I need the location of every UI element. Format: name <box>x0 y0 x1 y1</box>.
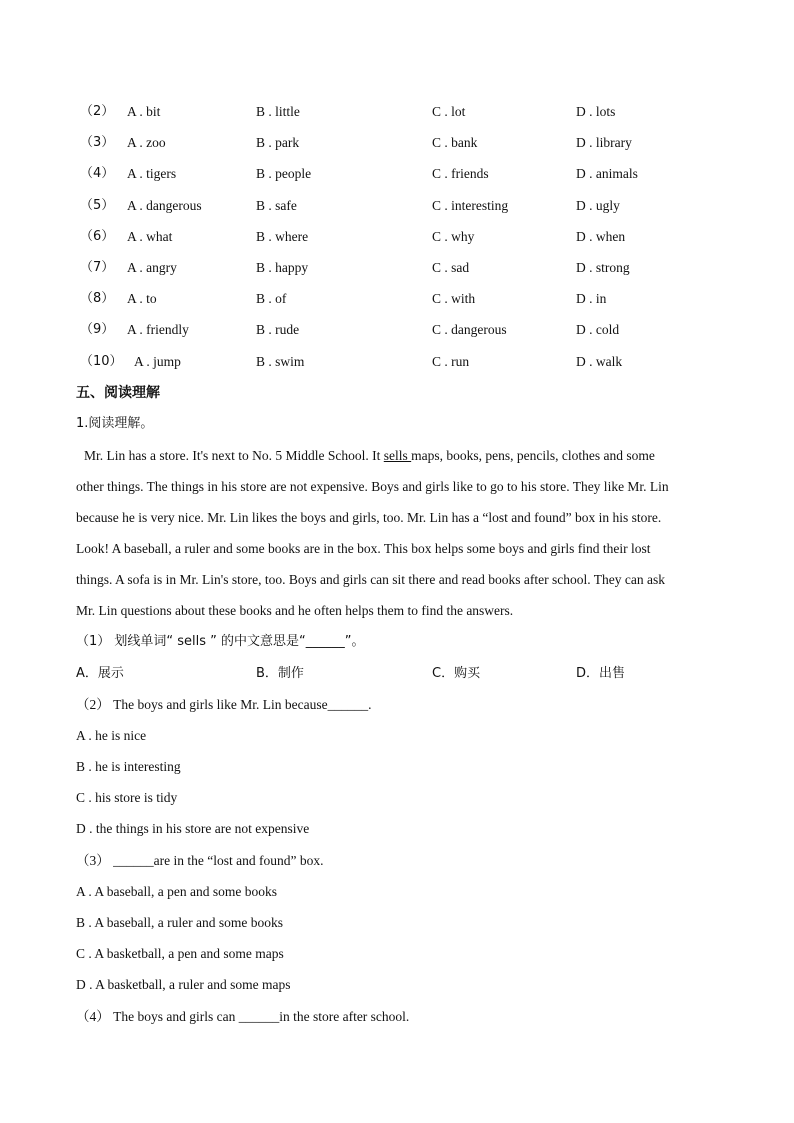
option-d[interactable]: D . when <box>576 228 626 244</box>
option-c[interactable]: C . run <box>432 353 470 369</box>
q2-option-a[interactable]: A . he is nice <box>76 728 147 743</box>
q3-option-d[interactable]: D . A basketball, a ruler and some maps <box>76 977 291 992</box>
cloze-option-row <box>0 103 794 123</box>
option-d[interactable]: D . animals <box>576 166 638 182</box>
question-4-stem: （4） The boys and girls can ______in the store after school. <box>76 1009 410 1024</box>
option-c[interactable]: C . why <box>432 228 475 244</box>
cloze-option-row <box>0 197 794 217</box>
task-label: 1.阅读理解。 <box>76 416 154 431</box>
option-b[interactable]: B . where <box>256 228 309 244</box>
option-c[interactable]: C . lot <box>432 104 466 119</box>
option-b[interactable]: B . swim <box>256 353 305 369</box>
question-2-stem: （2） The boys and girls like Mr. Lin because______. <box>76 697 372 712</box>
q1-option-c[interactable]: C．购买 <box>432 666 481 681</box>
passage-text: Mr. Lin has a store. It's next to No. 5 Middle School. It <box>84 448 384 463</box>
question-3-stem: （3） ______are in the “lost and found” box. <box>76 853 324 868</box>
option-a[interactable]: A . dangerous <box>127 197 202 213</box>
cloze-option-row <box>0 165 794 185</box>
passage-line-2: other things. The things in his store are not expensive. Boys and girls like to go to his store. They like Mr. Lin <box>76 479 669 494</box>
q1-option-b[interactable]: B．制作 <box>256 666 304 681</box>
question-number: （7） <box>80 260 115 275</box>
q3-option-b[interactable]: B . A baseball, a ruler and some books <box>76 915 283 930</box>
option-a[interactable]: A . angry <box>127 260 177 275</box>
option-c[interactable]: C . interesting <box>432 197 509 213</box>
option-a[interactable]: A . friendly <box>127 322 189 338</box>
option-a[interactable]: A . zoo <box>127 135 166 151</box>
cloze-option-row <box>0 259 794 279</box>
question-number: （10） <box>80 353 123 369</box>
cloze-option-row <box>0 134 794 154</box>
option-d[interactable]: D . in <box>576 291 607 307</box>
option-b[interactable]: B . rude <box>256 322 300 338</box>
q3-option-a[interactable]: A . A baseball, a pen and some books <box>76 884 277 899</box>
cloze-option-row <box>0 290 794 310</box>
passage-line-6: Mr. Lin questions about these books and he often helps them to find the answers. <box>76 603 514 618</box>
question-number: （6） <box>80 228 115 244</box>
option-d[interactable]: D . walk <box>576 353 623 369</box>
option-b[interactable]: B . happy <box>256 260 309 275</box>
question-1-stem: （1） 划线单词“ sells ” 的中文意思是“______”。 <box>76 634 365 649</box>
option-a[interactable]: A . tigers <box>127 166 177 182</box>
option-b[interactable]: B . little <box>256 104 300 119</box>
option-c[interactable]: C . friends <box>432 166 489 182</box>
cloze-option-row <box>0 321 794 341</box>
q1-option-a[interactable]: A．展示 <box>76 666 124 681</box>
q2-option-d[interactable]: D . the things in his store are not expensive <box>76 821 310 836</box>
q1-option-d[interactable]: D．出售 <box>576 666 626 681</box>
option-b[interactable]: B . of <box>256 291 287 307</box>
passage-text: maps, books, pens, pencils, clothes and some <box>411 448 655 463</box>
passage-line-4: Look! A baseball, a ruler and some books are in the box. This box helps some boys and girls find their lost <box>76 541 651 556</box>
passage-line-1 <box>84 447 730 465</box>
option-d[interactable]: D . lots <box>576 104 616 119</box>
option-b[interactable]: B . people <box>256 166 312 182</box>
option-d[interactable]: D . library <box>576 135 632 151</box>
option-a[interactable]: A . what <box>127 228 173 244</box>
q2-option-c[interactable]: C . his store is tidy <box>76 790 178 805</box>
question-number: （3） <box>80 135 115 151</box>
option-a[interactable]: A . jump <box>134 353 181 369</box>
option-c[interactable]: C . dangerous <box>432 322 507 338</box>
cloze-option-row <box>0 353 794 373</box>
option-c[interactable]: C . with <box>432 291 476 307</box>
question-number: （9） <box>80 322 115 338</box>
passage-line-5: things. A sofa is in Mr. Lin's store, too. Boys and girls can sit there and read books after school. They can ask <box>76 572 665 587</box>
option-d[interactable]: D . ugly <box>576 197 620 213</box>
section-heading: 五、阅读理解 <box>76 385 160 401</box>
question-number: （8） <box>80 291 115 307</box>
question-number: （4） <box>80 166 115 182</box>
underlined-word-sells: sells <box>383 448 412 463</box>
q2-option-b[interactable]: B . he is interesting <box>76 759 181 774</box>
option-b[interactable]: B . park <box>256 135 300 151</box>
question-number: （2） <box>80 104 115 119</box>
passage-line-3: because he is very nice. Mr. Lin likes the boys and girls, too. Mr. Lin has a “lost and found” box in his store. <box>76 510 662 525</box>
cloze-option-row <box>0 228 794 248</box>
option-d[interactable]: D . strong <box>576 260 630 275</box>
option-c[interactable]: C . bank <box>432 135 478 151</box>
option-c[interactable]: C . sad <box>432 260 470 275</box>
question-number: （5） <box>80 197 115 213</box>
option-a[interactable]: A . bit <box>127 104 161 119</box>
question-1-options <box>0 665 794 685</box>
option-a[interactable]: A . to <box>127 291 157 307</box>
option-b[interactable]: B . safe <box>256 197 297 213</box>
q3-option-c[interactable]: C . A basketball, a pen and some maps <box>76 946 284 961</box>
option-d[interactable]: D . cold <box>576 322 620 338</box>
